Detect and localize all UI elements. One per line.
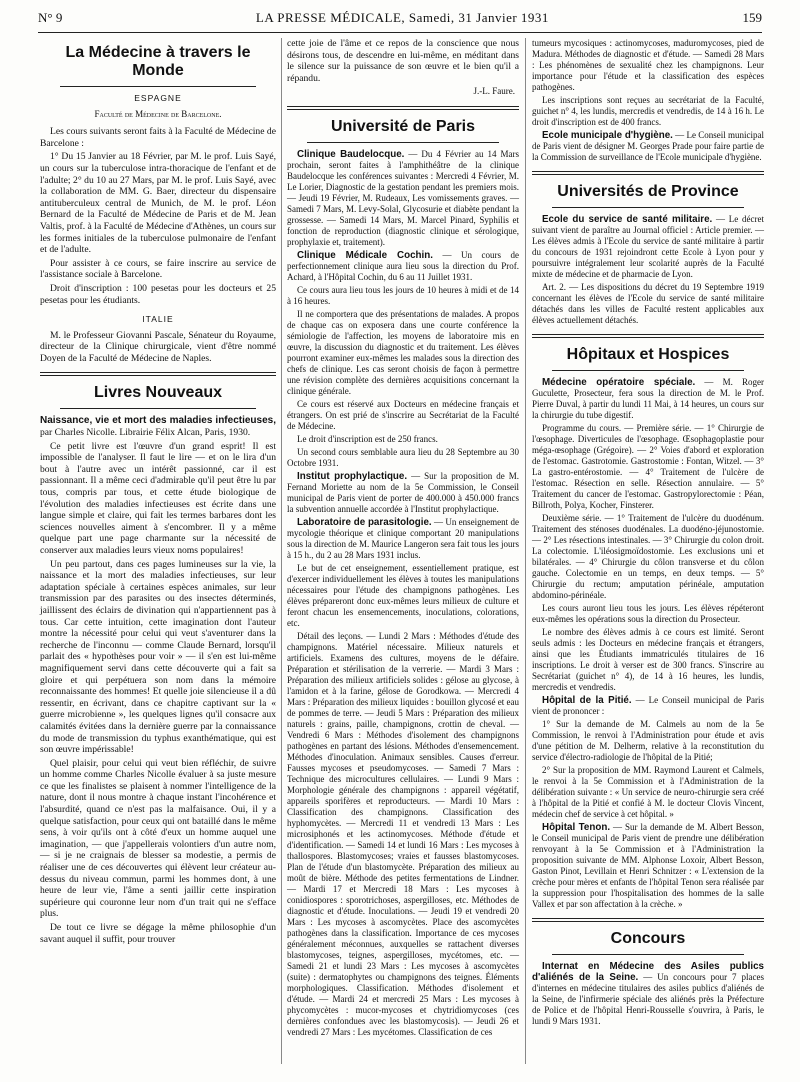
column-3 bbox=[532, 38, 764, 1029]
paragraph: M. le Professeur Giovanni Pascale, Sénateur du Royaume, directeur de la Clinique chirurgicale, vient d'être nommé Doyen de la Faculté de Médecine de Naples. bbox=[40, 329, 276, 364]
divider bbox=[287, 106, 519, 110]
item-lead: Hôpital Tenon. bbox=[542, 822, 611, 833]
item-text: — Un cours de perfectionnement clinique aura lieu sous la direction du Prof. Achard, à l'Hôpital Cochin, du 6 au 11 Juillet 1931. bbox=[287, 249, 520, 282]
section-title-hopitaux: Hôpitaux et Hospices bbox=[566, 346, 730, 363]
item-lead: Ecole municipale d'hygiène. bbox=[542, 130, 673, 141]
paragraph: Pour assister à ce cours, se faire inscrire au service de l'assistance sociale à Barcelone. bbox=[40, 257, 276, 281]
divider bbox=[532, 171, 764, 175]
paragraph: Les cours suivants seront faits à la Faculté de Médecine de Barcelone : bbox=[40, 126, 276, 149]
section-title-livres: Livres Nouveaux bbox=[93, 384, 223, 402]
divider bbox=[552, 954, 744, 955]
paragraph: 2° Sur la proposition de MM. Raymond Laurent et Calmels, le renvoi à la 5e Commission et à l'Administration de la délibération suivante : « Un service de neuro-chirurgie sera créé à l'hôpital de la Pitié et confié à M. le docteur Clovis Vincent, médecin chef de service à cet hôpital. » bbox=[532, 765, 764, 819]
paragraph: Ce cours est réservé aux Docteurs en médecine français et étrangers. On est prié de s'inscrire au Secrétariat de la Faculté de Médecine. bbox=[287, 398, 519, 431]
signature: J.-L. Faure. bbox=[473, 86, 515, 97]
section-body bbox=[532, 214, 764, 326]
issue-number: N° 9 bbox=[38, 10, 63, 25]
paragraph: Les cours auront lieu tous les jours. Les élèves répéteront eux-mêmes les opérations sous la direction du Prosecteur. bbox=[532, 603, 764, 624]
item-text: — Un enseignement de mycologie théorique et clinique comportant 20 manipulations sous la direction de M. Maurice Langeron sera fait tous les jours à 15 h., du 2 au 28 Mars 1931 inclus. bbox=[287, 516, 520, 560]
item-lead: Clinique Médicale Cochin. bbox=[297, 249, 433, 261]
paragraph: Deuxième série. — 1° Traitement de l'ulcère du duodénum. Traitement des sténoses duodénales. La duodéno-jéjunostomie. — 2° Les résections intestinales. — 3° Chirurgie du colon droit. La colectomie. L'iléosigmoïdostomie. Les exclusions uni et bilatérales. — 4° Chirurgie du côlon transverse et du côlon gauche. Colectomie en un temps, en deux temps. — 5° Chirurgie du rectum; amputation périnéale, amputation abdomino-périnéale. bbox=[532, 513, 764, 600]
paragraph: Un peu partout, dans ces pages lumineuses sur la vie, la naissance et la mort des maladies infectieuses, sur leur adaptation spéciale à certaines espèces animales, sur leur transmission par des parasites ou des insectes déterminés, jaillissent des éclairs de divination qui n'appartiennent pas à tous. Car cette intuition, cette imagination dont l'auteur montre la nécessité pour celui qui veut s'aventurer dans la recherche de l'inconnu — comme Claude Bernard, lorsqu'il parlait des « hypothèses pour voir » — il s'en est lui-même magnifiquement servi dans cette découverte qui a fait sa gloire et qui perpétuera son nom dans la mémoire reconnaissante des hommes! Et quelle joie silencieuse il a dû ressentir, en écrivant, dans ce chapitre captivant sur la « guerre microbienne », les quelques lignes qu'il consacre aux calamités évitées dans la dernière guerre par la connaissance du mode de transmission du typhus exanthématique, qui est son œuvre impérissable! bbox=[40, 558, 276, 756]
item-tenon bbox=[532, 822, 764, 910]
item-text: — Du 4 Février au 14 Mars prochain, seront faites à l'amphithéâtre de la clinique Baudelocque les conférences suivantes : Mercredi 4 Février, M. Le Lorier, Diagnostic de la gestation pendant les premiers mois. — Jeudi 19 Février, M. Rudeaux, Les vomissements graves. — Samedi 7 Mars, M. Levy-Solal, Glycosurie et diabète pendant la grossesse. — Samedi 14 Mars, M. Marcel Pinard, Syphilis et fonction de reproduction (diagnostic clinique et sérologique, prophylaxie et, traitement). bbox=[287, 148, 520, 247]
country-heading-espagne: ESPAGNE bbox=[134, 93, 182, 103]
item-medecine-operatoire bbox=[532, 377, 764, 421]
page-header bbox=[38, 10, 762, 33]
paragraph: Le droit d'inscription est de 250 francs. bbox=[297, 433, 438, 444]
paragraph: 1° Sur la demande de M. Calmels au nom de la 5e Commission, le renvoi à l'Administration pour étude et avis d'une pétition de M. Delherm, relative à la reconstitution du service d'électro-radiologie de l'hôpital de la Pitié; bbox=[532, 719, 764, 762]
divider bbox=[532, 334, 764, 338]
column-divider bbox=[525, 38, 526, 1064]
column-1 bbox=[40, 38, 276, 947]
paragraph: Le nombre des élèves admis à ce cours est limité. Seront seuls admis : les Docteurs en médecine français et étrangers, ainsi que les Étudiants immatriculés titulaires de 16 inscriptions. Le droit à verser est de 300 francs. S'inscrire au Secrétariat (guichet n° 4), de 14 à 16 heures, les lundis, mercredis et vendredis. bbox=[532, 627, 764, 692]
paragraph: Programme du cours. — Première série. — 1° Chirurgie de l'œsophage. Diverticules de l'œsophage. Œsophagoplastie pour méga-œsophage (Grégoire). — 2° Voies d'abord et exploration de l'estomac. Gastrotomie. Gastrostomie : Fontan, Witzel. — 3° La gastro-entérostomie. — 4° Traitement de l'ulcère de l'estomac. Résection en selle. Résection annulaire. — 5° Traitement du cancer de l'estomac. Gastropylorectomie : Péan, Billroth, Polya, Kocher, Finsterer. bbox=[532, 423, 764, 510]
item-lead: Laboratoire de parasitologie. bbox=[297, 516, 432, 528]
section-title-medecine-monde: La Médecine à travers le Monde bbox=[65, 44, 251, 79]
column-2 bbox=[287, 38, 519, 1040]
paragraph: De tout ce livre se dégage la même philosophie d'un savant auquel il suffit, pour trouver bbox=[40, 922, 276, 945]
page-number: 159 bbox=[742, 10, 762, 25]
item-text: — M. Roger Guculette, Prosecteur, fera sous la direction de M. le Prof. Pierre Duval, à partir du lundi 11 Mai, à 14 heures, un cours sur la chirurgie du tube digestif. bbox=[532, 377, 764, 420]
section-title-universites-province: Universités de Province bbox=[557, 183, 739, 200]
item-text: — Le décret suivant vient de paraître au Journal officiel : Article premier. — Les élèves admis à l'Ecole du service de santé militaire à partir du concours de 1931 rejoindront cette Ecole à Lyon pour y poursuivre intégralement leur scolarité auprès de la Faculté mixte de médecine et de pharmacie de Lyon. bbox=[532, 214, 765, 279]
book-publisher: par Charles Nicolle. Librairie Félix Alcan, Paris, 1930. bbox=[40, 427, 251, 439]
section-body bbox=[532, 961, 764, 1027]
paragraph: Art. 2. — Les dispositions du décret du 19 Septembre 1919 concernant les élèves de l'Ecole du service de santé militaire détachés dans les villes de Faculté restent applicables aux élèves actuellement détachés. bbox=[532, 282, 764, 325]
item-text: — Le Conseil municipal de Paris vient de désigner M. Georges Prade pour faire partie de la Commission de surveillance de l'Ecole municipale d'hygiène. bbox=[532, 130, 764, 162]
divider bbox=[40, 372, 276, 376]
item-lead: Ecole du service de santé militaire. bbox=[542, 214, 713, 225]
item-hygiene bbox=[532, 130, 764, 163]
paragraph: Ce petit livre est l'œuvre d'un grand esprit! Il est impossible de l'analyser. Il faut le lire — et on le lira d'un bout à l'autre avec un intérêt passionné, car il est passionnant. Il a même ceci d'admirable qu'il peut être lu par tous, compris par tous, et cette étude biologique de l'évolution des maladies infectieuses est écrite dans une langue simple et claire, qui fait les termes barbares dont les sciences nouvelles aiment à s'encombrer. Il y a même quelque part une page charmante sur la nécessité de conserver aux maladies leurs vieux noms populaires! bbox=[40, 440, 276, 556]
item-cochin bbox=[287, 250, 519, 283]
paragraph: 1° Du 15 Janvier au 18 Février, par M. le prof. Luis Sayé, un cours sur la tuberculose intra-thoracique de l'enfant et de l'adulte; 2° du 10 au 27 Mars, par M. le prof. Luis Sayé, avec la collaboration de MM. G. Baer, directeur du dispensaire antituberculeux central de Munich, de M. le prof. Léon Bernard de la Faculté de Médecine de Paris et de M. Jean Valtis, prof. à la Faculté de Médecine d'Athènes, un cours sur les formes initiales de la tuberculose pulmonaire de l'enfant et de l'adulte. bbox=[40, 151, 276, 256]
item-text: — Sur la proposition de M. Fernand Moriette au nom de la 5e Commission, le Conseil municipal de Paris vient de porter de 400.000 à 450.000 francs la subvention annuelle accordée à l'Institut prophylactique. bbox=[287, 470, 520, 514]
section-body bbox=[287, 149, 519, 1038]
item-text: — Sur la demande de M. Albert Besson, le Conseil municipal de Paris vient de prendre une délibération renvoyant à la 5e Commission et à l'Administration la proposition suivante de MM. Alphonse Loxoir, Albert Besson, Gaston Pinot, Levillain et Henri Schnitzer : « L'extension de la crèche pour mères et enfants de l'hôpital Tenon sera réalisée par la suppression pour l'hospitalisation des hommes de la salle Vallex et par son affectation à la crèche. » bbox=[532, 822, 764, 909]
item-internat bbox=[532, 961, 764, 1027]
paragraph: Il ne comportera que des présentations de malades. A propos de chaque cas on exposera dans une courte conférence la sémiologie de l'affection, les moyens de laboratoire mis en œuvre, la discussion du diagnostic et du traitement. Les élèves pourront examiner eux-mêmes les malades sous la direction des chefs de clinique. Les cas seront choisis de façon à permettre une révision complète des dernières acquisitions concernant la clinique générale. bbox=[287, 308, 519, 396]
item-baudelocque bbox=[287, 149, 519, 248]
item-text: — Le Conseil municipal de Paris vient de prononcer : bbox=[532, 695, 765, 716]
divider bbox=[60, 86, 256, 87]
paragraph: cette joie de l'âme et ce repos de la conscience que nous désirons tous, de descendre en lui-même, en méditant dans le silence sur la puissance de son œuvre et le bien qu'il a répandu. bbox=[287, 38, 519, 84]
book-reference bbox=[40, 415, 276, 438]
item-lead: Institut prophylactique. bbox=[297, 470, 408, 482]
paragraph: Ce cours aura lieu tous les jours de 10 heures à midi et de 14 à 16 heures. bbox=[287, 284, 519, 306]
section-title-universite-paris: Université de Paris bbox=[330, 117, 476, 135]
item-lead: Médecine opératoire spéciale. bbox=[542, 377, 696, 388]
paragraph: Les inscriptions sont reçues au secrétariat de la Faculté, guichet n° 4, les lundis, mercredis et vendredis, de 14 à 16 h. Le droit d'inscription est de 400 francs. bbox=[532, 95, 764, 127]
item-lead: Internat en Médecine des Asiles publics d'aliénés de la Seine. bbox=[532, 961, 764, 983]
paragraph: Droit d'inscription : 100 pesetas pour les docteurs et 25 pesetas pour les étudiants. bbox=[40, 282, 276, 306]
item-sante-militaire bbox=[532, 214, 764, 280]
item-pitie bbox=[532, 695, 764, 717]
item-lead: Hôpital de la Pitié. bbox=[542, 695, 632, 706]
divider bbox=[532, 918, 764, 922]
paragraph: Détail des leçons. — Lundi 2 Mars : Méthodes d'étude des champignons. Matériel nécessaire. Milieux naturels et artificiels. Examens des cultures, moyens de le défaire. Préparation et stérilisation de la verrerie. — Mardi 3 Mars : Préparation des milieux artificiels solides : gélose au glycose, à l'amidon et à la farine, gélose de Gorodkowa. — Mercredi 4 Mars : Préparation des milieux liquides : bouillon glycosé et eau de pommes de terre. — Jeudi 5 Mars : Préparation des milieux naturels : grains, paille, champignons, crottin de cheval. — Vendredi 6 Mars : Méthodes d'isolement des champignons pathogènes en partant des lésions. Méthodes d'ensemencement. Méthodes d'inoculation. Animaux sensibles. Causes d'erreur. Fausses mycoses et pseudomycoses. — Samedi 7 Mars : Technique des microcultures cellulaires. — Lundi 9 Mars : Morphologie générale des champignons : appareil végétatif, appareils sporifères et reproducteurs. — Mardi 10 Mars : Classification des champignons. Classification des hyphomycètes. — Mercredi 11 et vendredi 13 Mars : Les microsiphonés et les actinomycoses. Méthode d'étude et d'identification. — Samedi 14 et lundi 16 Mars : Les mycoses à thallospores. Blastomycoses; vraies et fausses blastomycoses. Plan de l'étude d'un blastomycète. Préparation des milieux au moût de bière. Méthode des petites fermentations de Lindner. — Mardi 17 et Mercredi 18 Mars : Les mycoses à conidiospores : sporotrichoses, aspergilloses, etc. Méthodes de diagnostic et d'étude. Inoculations. — Jeudi 19 et vendredi 20 Mars : Les mycoses à ascomycètes. Place des ascomycètes pathogènes dans la classification. Importance de ces mycoses généralement méconnues, auxquelles se rattachent diverses blastomycoses, teignes, aspergilloses, mycétomes, etc. — Samedi 21 et lundi 23 Mars : Les mycoses à ascomycètes (suite) : dermatophytes ou champignons des teignes. Éléments morphologiques. Classification. Méthodes d'isolement et d'étude. — Mardi 24 et mercredi 25 Mars : Les mycoses à phycomycètes : mucor-mycoses et chytridiomycoses (ces dernières confondues avec les blastomycosis). — Jeudi 26 et vendredi 27 Mars : Les mycétomes. Classification de ces bbox=[287, 630, 519, 1037]
country-heading-italie: ITALIE bbox=[142, 314, 174, 325]
journal-title: LA PRESSE MÉDICALE, Samedi, 31 Janvier 1931 bbox=[255, 10, 549, 25]
divider bbox=[552, 370, 744, 371]
divider bbox=[60, 408, 256, 409]
section-title-concours: Concours bbox=[610, 930, 686, 947]
item-prophylactique bbox=[287, 471, 519, 515]
paragraph: Quel plaisir, pour celui qui veut bien réfléchir, de suivre un homme comme Charles Nicolle évaluer à sa juste mesure ce que les finalistes se plaisent à nommer l'intelligence de la nature, dont il nous montre à chaque instant l'incohérence et l'absurdité, quand ce n'est pas la malfaisance. Oui, il y a quelque satisfaction, pour ceux qui ont bataillé dans le même sens, à voir qu'ils ont à côté d'eux un homme auquel une imagination, — que j'appellerais volontiers d'un autre nom, — si je ne craignais de blesser sa modestie, a permis de réaliser une de ces découvertes qui élèvent leur créateur au-dessus du niveau commun, parmi les hommes dont, à une heure de leur vie, l'âme a senti jaillir cette inspiration supérieure qui couronne leur nom d'un trait qui ne s'efface plus. bbox=[40, 757, 276, 920]
section-body bbox=[532, 377, 764, 910]
divider bbox=[552, 207, 744, 208]
item-parasitologie bbox=[287, 517, 519, 561]
paragraph: Le but de cet enseignement, essentiellement pratique, est d'exercer individuellement les élèves à toutes les manipulations nécessaires pour l'étude des champignons pathogènes. Les élèves prépareront donc eux-mêmes leurs milieux de culture et feront chacun les ensemencements, inoculations, colorations, etc. bbox=[287, 562, 519, 628]
paragraph: tumeurs mycosiques : actinomycoses, maduromycoses, pied de Madura. Méthodes de diagnostic et d'étude. — Samedi 28 Mars : Les phénomènes de sexualité chez les champignons. Leur importance pour l'étude et la classification des espèces pathogènes. bbox=[532, 38, 764, 92]
paragraph: Un second cours semblable aura lieu du 28 Septembre au 30 Octobre 1931. bbox=[287, 446, 519, 468]
faculty-heading: Faculté de Médecine de Barcelone. bbox=[94, 108, 222, 119]
section-body bbox=[532, 38, 764, 163]
divider bbox=[307, 142, 499, 143]
item-lead: Clinique Baudelocque. bbox=[297, 148, 405, 160]
item-text: — Un concours pour 7 places d'internes en médecine titulaires des asiles publics d'aliénés de la Seine, de l'infirmerie spéciale des aliénés près la Préfecture de Police et de l'hôpital Henri-Rousselle s'ouvrira, à Paris, le lundi 9 Mars 1931. bbox=[532, 972, 764, 1026]
column-divider bbox=[281, 38, 282, 1064]
book-title: Naissance, vie et mort des maladies infectieuses, bbox=[40, 415, 276, 427]
